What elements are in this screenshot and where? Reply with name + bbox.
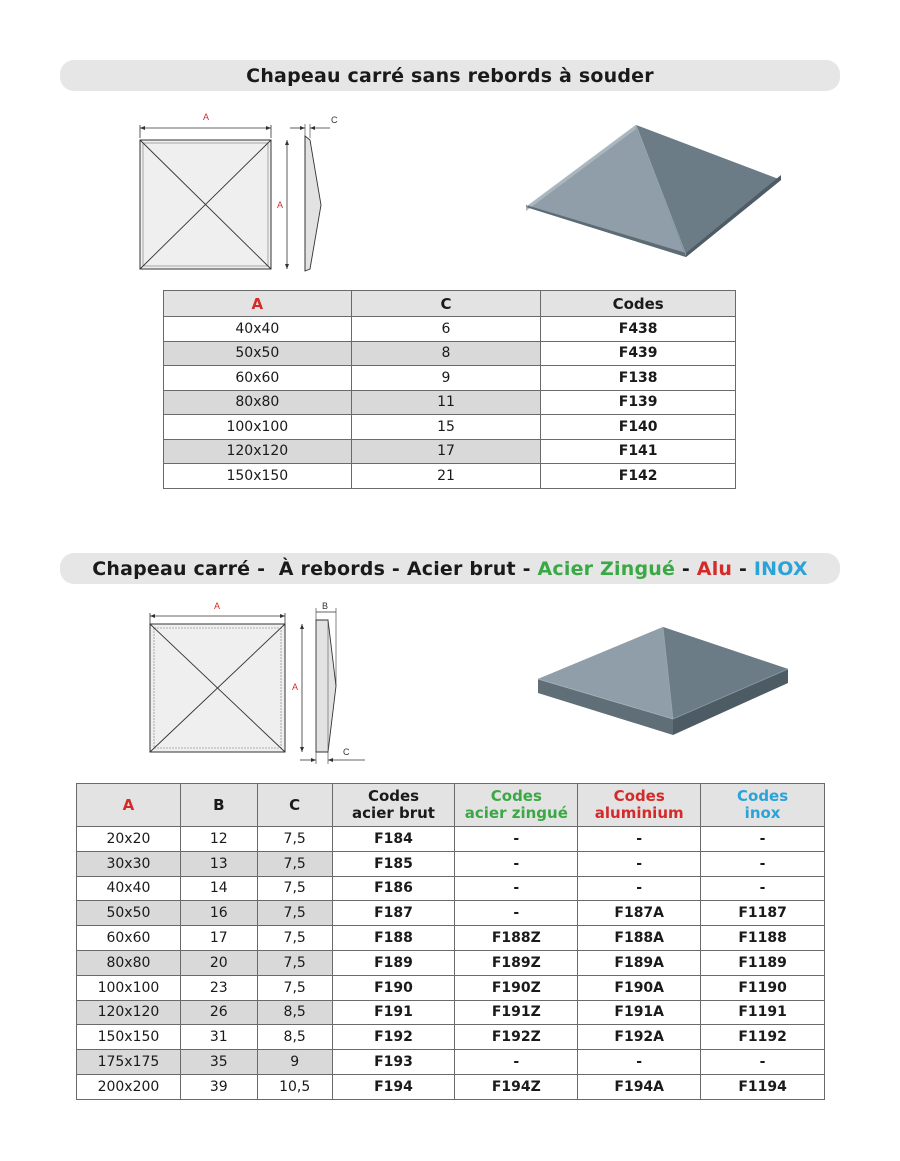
- section2-table: [76, 783, 825, 1100]
- dim-label-c: C: [331, 115, 338, 125]
- cell-code-brut: F190: [332, 975, 455, 1000]
- cell-code-inox: F1189: [701, 950, 825, 975]
- cell-c: 9: [351, 366, 541, 391]
- section1-title-banner: [60, 60, 840, 91]
- section1-product-render: [526, 125, 786, 255]
- cell-a: 80x80: [77, 950, 181, 975]
- table-row: [164, 341, 736, 366]
- cell-code-inox: -: [701, 851, 825, 876]
- cell-c: 9: [257, 1050, 332, 1075]
- cell-a: 30x30: [77, 851, 181, 876]
- cell-b: 16: [180, 901, 257, 926]
- table-row: [164, 415, 736, 440]
- cell-a: 100x100: [77, 975, 181, 1000]
- table-header-row: [164, 291, 736, 317]
- header-codes-aluminium: [578, 784, 701, 827]
- cell-code-brut: F192: [332, 1025, 455, 1050]
- cell-code-alu: -: [578, 851, 701, 876]
- cell-c: 7,5: [257, 975, 332, 1000]
- section2-title-part-4: Alu: [696, 557, 733, 580]
- cell-code-brut: F189: [332, 950, 455, 975]
- cell-code-zingue: F190Z: [455, 975, 578, 1000]
- cell-code-zingue: -: [455, 851, 578, 876]
- cell-code: F140: [541, 415, 736, 440]
- cell-b: 26: [180, 1000, 257, 1025]
- cell-b: 23: [180, 975, 257, 1000]
- cell-code: F141: [541, 439, 736, 464]
- cell-code-alu: -: [578, 827, 701, 852]
- dim-label-a-side: A: [276, 200, 283, 210]
- cell-a: 150x150: [164, 464, 352, 489]
- cell-c: 7,5: [257, 851, 332, 876]
- cell-code-alu: -: [578, 1050, 701, 1075]
- table-row: [77, 1074, 825, 1099]
- cell-c: 7,5: [257, 926, 332, 951]
- header-codes-inox: [701, 784, 825, 827]
- cell-a: 20x20: [77, 827, 181, 852]
- cell-code-inox: F1190: [701, 975, 825, 1000]
- table-row: [164, 390, 736, 415]
- section2-title-part-5: -: [732, 557, 754, 580]
- header-c: C: [257, 784, 332, 827]
- cell-code: F438: [541, 317, 736, 342]
- cell-c: 21: [351, 464, 541, 489]
- cell-c: 6: [351, 317, 541, 342]
- table-row: [164, 439, 736, 464]
- cell-b: 31: [180, 1025, 257, 1050]
- cell-a: 40x40: [77, 876, 181, 901]
- cell-code-alu: F190A: [578, 975, 701, 1000]
- header-line: acier zingué: [464, 804, 568, 822]
- cell-code-alu: -: [578, 876, 701, 901]
- table-row: [77, 975, 825, 1000]
- cell-code-zingue: -: [455, 876, 578, 901]
- cell-code-zingue: -: [455, 1050, 578, 1075]
- cell-code-brut: F184: [332, 827, 455, 852]
- header-c: C: [351, 291, 541, 317]
- cell-code-brut: F193: [332, 1050, 455, 1075]
- cell-c: 17: [351, 439, 541, 464]
- dim-label-a-top: A: [202, 112, 210, 122]
- header-line: Codes: [490, 787, 542, 805]
- dim-label-a-top: A: [213, 601, 221, 611]
- cell-c: 11: [351, 390, 541, 415]
- table-row: [77, 926, 825, 951]
- cell-code-inox: -: [701, 876, 825, 901]
- cell-code: F139: [541, 390, 736, 415]
- cell-code-inox: -: [701, 827, 825, 852]
- header-line: aluminium: [594, 804, 684, 822]
- cell-code-inox: F1187: [701, 901, 825, 926]
- cell-code-inox: F1188: [701, 926, 825, 951]
- dim-label-c: C: [343, 747, 350, 757]
- cell-b: 12: [180, 827, 257, 852]
- section2-title-banner: [60, 553, 840, 584]
- cell-code-zingue: F194Z: [455, 1074, 578, 1099]
- cell-c: 8,5: [257, 1000, 332, 1025]
- cell-c: 7,5: [257, 876, 332, 901]
- table-row: [77, 1000, 825, 1025]
- table-row: [77, 1025, 825, 1050]
- header-codes-acier-brut: [332, 784, 455, 827]
- table-row: [77, 1050, 825, 1075]
- cell-a: 120x120: [77, 1000, 181, 1025]
- header-line: acier brut: [352, 804, 435, 822]
- section2-technical-drawing: [140, 600, 370, 770]
- cell-b: 14: [180, 876, 257, 901]
- section2-title-part-2: Acier Zingué: [537, 557, 676, 580]
- header-a: A: [77, 784, 181, 827]
- cell-a: 40x40: [164, 317, 352, 342]
- cell-code-zingue: F189Z: [455, 950, 578, 975]
- cell-c: 10,5: [257, 1074, 332, 1099]
- cell-b: 20: [180, 950, 257, 975]
- header-a: A: [164, 291, 352, 317]
- cell-c: 7,5: [257, 827, 332, 852]
- section2-title-part-1: Chapeau carré - À rebords - Acier brut -: [92, 557, 538, 580]
- table-row: [77, 876, 825, 901]
- cell-code-alu: F191A: [578, 1000, 701, 1025]
- cell-code-alu: F189A: [578, 950, 701, 975]
- table-row: [164, 464, 736, 489]
- section2-title-part-3: -: [675, 557, 697, 580]
- cell-code: F138: [541, 366, 736, 391]
- cell-code-zingue: -: [455, 901, 578, 926]
- section2-title-part-6: INOX: [753, 557, 808, 580]
- cell-code-inox: F1191: [701, 1000, 825, 1025]
- cell-code-zingue: F191Z: [455, 1000, 578, 1025]
- table-row: [77, 827, 825, 852]
- cell-a: 80x80: [164, 390, 352, 415]
- cell-a: 120x120: [164, 439, 352, 464]
- section1-title: Chapeau carré sans rebords à souder: [246, 64, 654, 87]
- cell-code-brut: F188: [332, 926, 455, 951]
- cell-code-zingue: -: [455, 827, 578, 852]
- header-line: Codes: [613, 787, 665, 805]
- header-b: B: [180, 784, 257, 827]
- cell-code-inox: -: [701, 1050, 825, 1075]
- dim-label-b: B: [322, 601, 329, 611]
- cell-b: 35: [180, 1050, 257, 1075]
- cell-a: 50x50: [77, 901, 181, 926]
- cell-a: 60x60: [164, 366, 352, 391]
- cell-c: 8: [351, 341, 541, 366]
- table-header-row: [77, 784, 825, 827]
- cell-code-inox: F1194: [701, 1074, 825, 1099]
- header-line: inox: [744, 804, 781, 822]
- section1-table: [163, 290, 736, 489]
- cell-code-brut: F187: [332, 901, 455, 926]
- cell-b: 17: [180, 926, 257, 951]
- cell-code-alu: F188A: [578, 926, 701, 951]
- section1-technical-drawing: [130, 110, 360, 280]
- table-row: [164, 317, 736, 342]
- cell-code-zingue: F188Z: [455, 926, 578, 951]
- cell-code: F142: [541, 464, 736, 489]
- cell-code-inox: F1192: [701, 1025, 825, 1050]
- table-row: [77, 950, 825, 975]
- cell-c: 7,5: [257, 950, 332, 975]
- cell-b: 39: [180, 1074, 257, 1099]
- cell-a: 50x50: [164, 341, 352, 366]
- table-row: [77, 901, 825, 926]
- cell-a: 100x100: [164, 415, 352, 440]
- cell-b: 13: [180, 851, 257, 876]
- cell-c: 7,5: [257, 901, 332, 926]
- header-line: Codes: [367, 787, 420, 805]
- cell-code-brut: F186: [332, 876, 455, 901]
- header-codes-acier-zingue: [455, 784, 578, 827]
- header-line: Codes: [737, 787, 789, 805]
- cell-a: 60x60: [77, 926, 181, 951]
- cell-code: F439: [541, 341, 736, 366]
- cell-code-brut: F194: [332, 1074, 455, 1099]
- cell-code-alu: F187A: [578, 901, 701, 926]
- cell-code-brut: F185: [332, 851, 455, 876]
- cell-code-alu: F192A: [578, 1025, 701, 1050]
- cell-c: 15: [351, 415, 541, 440]
- cell-a: 175x175: [77, 1050, 181, 1075]
- cell-c: 8,5: [257, 1025, 332, 1050]
- cell-a: 200x200: [77, 1074, 181, 1099]
- cell-a: 150x150: [77, 1025, 181, 1050]
- dim-label-a-side: A: [291, 682, 298, 692]
- cell-code-zingue: F192Z: [455, 1025, 578, 1050]
- table-row: [77, 851, 825, 876]
- header-codes: Codes: [541, 291, 736, 317]
- cell-code-brut: F191: [332, 1000, 455, 1025]
- table-row: [164, 366, 736, 391]
- section2-product-render: [538, 627, 793, 739]
- cell-code-alu: F194A: [578, 1074, 701, 1099]
